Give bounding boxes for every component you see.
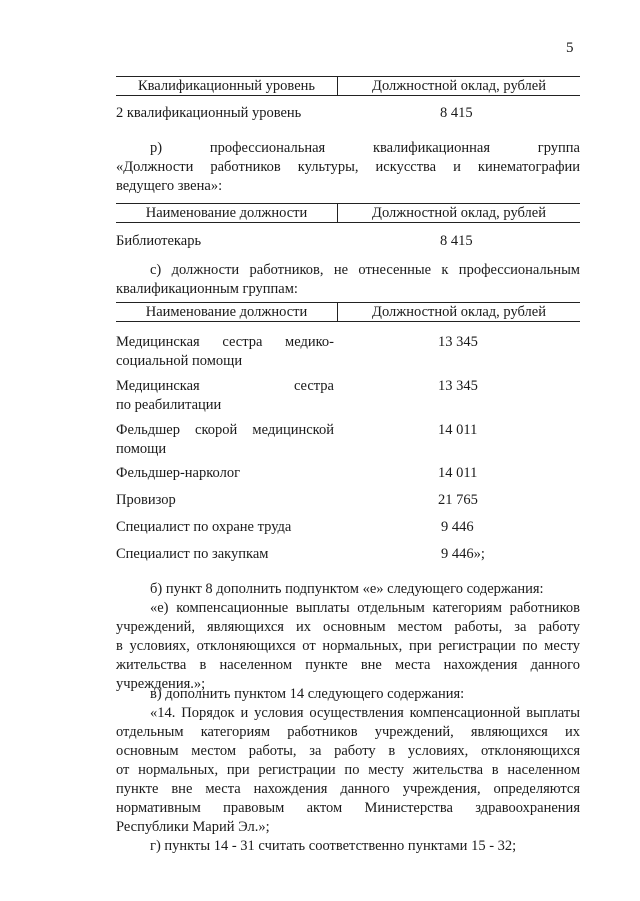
row-value: 21 765 <box>438 492 478 508</box>
text-line: Республики Марий Эл.»; <box>116 819 270 835</box>
text-line: ведущего звена»: <box>116 178 223 194</box>
row-value: 13 345 <box>438 378 478 394</box>
row-value: 8 415 <box>440 105 473 121</box>
text-line: нормативным правовым актом Министерства здравоохранения <box>116 800 580 816</box>
row-name-line: Медицинская сестра медико- <box>116 334 334 350</box>
table-header-right: Должностной оклад, рублей <box>372 304 546 320</box>
row-name-line: по реабилитации <box>116 397 222 413</box>
text-line: «14. Порядок и условия осуществления компенсационной выплаты <box>150 705 580 721</box>
table-header-rule <box>116 95 580 96</box>
paragraph-r <box>116 139 580 196</box>
row-name <box>116 377 334 415</box>
row-name <box>116 421 334 459</box>
table-top-rule <box>116 76 580 77</box>
row-value: 13 345 <box>438 334 478 350</box>
row-name: Специалист по закупкам <box>116 546 269 562</box>
text-line: основным местом работы, за работу в условиях, отклоняющихся <box>116 743 580 759</box>
amendment-v <box>116 685 580 837</box>
amendment-b <box>116 580 580 694</box>
text-line: в условиях, отклоняющихся от нормальных, при регистрации по месту <box>116 638 580 654</box>
table-header-rule <box>116 222 580 223</box>
row-value: 8 415 <box>440 233 473 249</box>
table-header-left: Наименование должности <box>145 205 308 221</box>
text-line: р) профессиональная квалификационная группа <box>150 140 580 156</box>
text-line: учреждения.»; <box>116 676 206 692</box>
text-line: «Должности работников культуры, искусства и кинематографии <box>116 159 580 175</box>
text-line: квалификационным группам: <box>116 281 298 297</box>
row-value: 9 446 <box>441 519 474 535</box>
text-line: от нормальных, при регистрации по месту жительства в населенном <box>116 762 580 778</box>
page-number: 5 <box>566 40 574 56</box>
text-line: с) должности работников, не отнесенные к профессиональным <box>150 262 580 278</box>
text-line: учреждений, являющихся их основным местом работы, за работу <box>116 619 580 635</box>
paragraph-s <box>116 261 580 299</box>
row-name <box>116 333 334 371</box>
table-header-rule <box>116 321 580 322</box>
text-line: жительства в населенном пункте вне места нахождения данного <box>116 657 580 673</box>
amendment-g <box>116 837 580 856</box>
text-line: в) дополнить пунктом 14 следующего содержания: <box>150 686 465 702</box>
row-name-line: помощи <box>116 441 167 457</box>
text-line: пункте вне места нахождения данного учреждения, определяются <box>116 781 580 797</box>
text-line: отдельным категориям работников учреждений, являющихся их <box>116 724 580 740</box>
table-top-rule <box>116 302 580 303</box>
row-value: 14 011 <box>438 465 478 481</box>
row-name: Фельдшер-нарколог <box>116 465 241 481</box>
row-name: Библиотекарь <box>116 233 202 249</box>
table-header-left: Квалификационный уровень <box>137 78 316 94</box>
table-header-right: Должностной оклад, рублей <box>372 205 546 221</box>
table-header-left: Наименование должности <box>145 304 308 320</box>
row-name-line: Медицинская сестра <box>116 378 334 394</box>
row-name: Провизор <box>116 492 176 508</box>
row-value: 9 446»; <box>441 546 485 562</box>
row-name-line: социальной помощи <box>116 353 243 369</box>
table-header-right: Должностной оклад, рублей <box>372 78 546 94</box>
row-name: 2 квалификационный уровень <box>116 105 302 121</box>
text-line: «е) компенсационные выплаты отдельным категориям работников <box>150 600 580 616</box>
text-line: б) пункт 8 дополнить подпунктом «е» следующего содержания: <box>150 581 544 597</box>
table-top-rule <box>116 203 580 204</box>
text-line: г) пункты 14 - 31 считать соответственно пунктами 15 - 32; <box>150 838 517 854</box>
row-name-line: Фельдшер скорой медицинской <box>116 422 334 438</box>
row-value: 14 011 <box>438 422 478 438</box>
row-name: Специалист по охране труда <box>116 519 292 535</box>
